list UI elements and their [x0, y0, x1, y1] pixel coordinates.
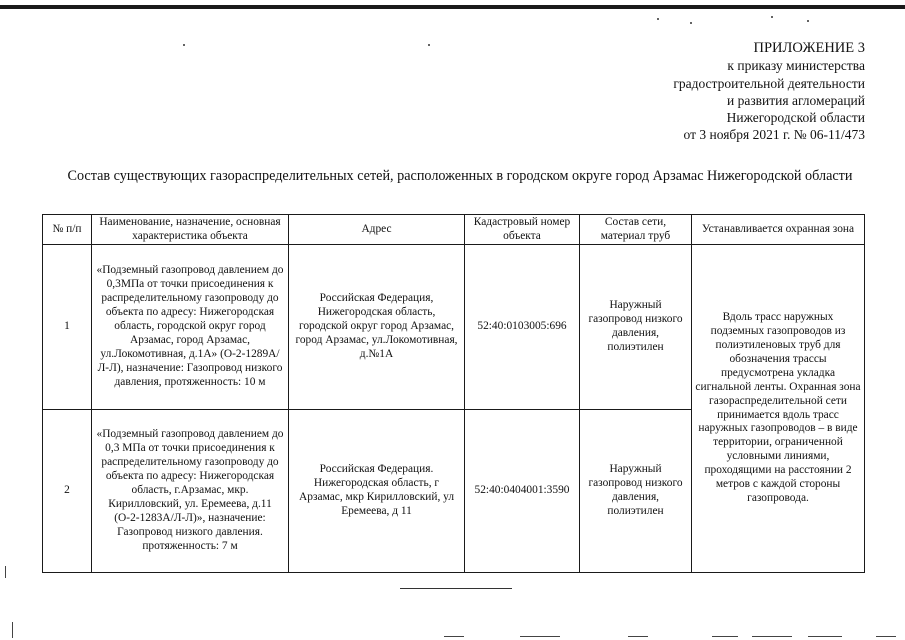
table-row	[43, 245, 865, 410]
scan-mark	[808, 636, 842, 637]
appendix-title: ПРИЛОЖЕНИЕ 3	[753, 40, 865, 56]
scan-mark	[520, 636, 560, 637]
scan-speck	[771, 16, 773, 18]
scan-speck	[807, 20, 809, 22]
scan-top-border	[0, 5, 905, 9]
header-zone: Устанавливается охранная зона	[692, 215, 865, 245]
header-name: Наименование, назначение, основная характеристика объекта	[92, 215, 289, 245]
header-number: № п/п	[43, 215, 92, 245]
scan-mark	[876, 636, 896, 637]
scan-mark	[5, 566, 6, 578]
row-name: «Подземный газопровод давлением до 0,3 МПа от точки присоединения к распределительному газопроводу до объекта по адресу: Нижегородская область, г.Арзамас, мкр. Кирилловский, ул. Еремеева, д.11 (О-2-1283А/Л-Л)», назначение: Газопровод низкого давления. протяженность: 7 м	[92, 410, 289, 573]
footer-separator	[400, 588, 512, 589]
header-composition: Состав сети, материал труб	[580, 215, 692, 245]
scan-speck	[183, 44, 185, 46]
scan-mark	[628, 636, 648, 637]
gas-network-table	[42, 214, 865, 573]
row-number: 2	[43, 410, 92, 573]
row-cadastral: 52:40:0404001:3590	[465, 410, 580, 573]
appendix-header	[673, 40, 865, 144]
row-composition: Наружный газопровод низкого давления, полиэтилен	[580, 245, 692, 410]
protection-zone-text: Вдоль трасс наружных подземных газопроводов из полиэтиленовых труб для обозначения трассы предусмотрена укладка сигнальной ленты. Охранная зона газораспределительной сети принимается вдоль трасс наружных газопроводов – в виде территории, ограниченной условными линиями, проходящими на расстоянии 2 метров с каждой стороны газопровода.	[692, 245, 865, 573]
row-composition: Наружный газопровод низкого давления, полиэтилен	[580, 410, 692, 573]
row-address: Российская Федерация. Нижегородская область, г Арзамас, мкр Кирилловский, ул Еремеева, д 11	[289, 410, 465, 573]
scan-mark	[712, 636, 738, 637]
scan-speck	[690, 22, 692, 24]
appendix-line: к приказу министерства	[727, 58, 865, 74]
appendix-line: градостроительной деятельности	[673, 75, 865, 91]
appendix-line: Нижегородской области	[726, 110, 865, 126]
document-title: Состав существующих газораспределительных сетей, расположенных в городском округе город Арзамас Нижегородской области	[67, 168, 853, 184]
scan-mark	[444, 636, 464, 637]
appendix-line: и развития агломераций	[726, 92, 865, 108]
scan-speck	[428, 44, 430, 46]
row-address: Российская Федерация, Нижегородская область, городской округ город Арзамас, город Арзамас, ул.Локомотивная, д.№1А	[289, 245, 465, 410]
scan-speck	[657, 18, 659, 20]
scan-mark	[12, 622, 13, 638]
table-header-row	[43, 215, 865, 245]
row-cadastral: 52:40:0103005:696	[465, 245, 580, 410]
header-address: Адрес	[289, 215, 465, 245]
row-name: «Подземный газопровод давлением до 0,3МПа от точки присоединения к распределительному газопроводу до объекта по адресу: Нижегородская область, городской округ город Арзамас, город Арзамас, ул.Локомотивная, д.1А» (О-2-1289А/Л-Л), назначение: Газопровод низкого давления, протяженность: 10 м	[92, 245, 289, 410]
row-number: 1	[43, 245, 92, 410]
appendix-order-date: от 3 ноября 2021 г. № 06-11/473	[683, 127, 865, 143]
scan-mark	[752, 636, 792, 637]
header-cadastral: Кадастровый номер объекта	[465, 215, 580, 245]
